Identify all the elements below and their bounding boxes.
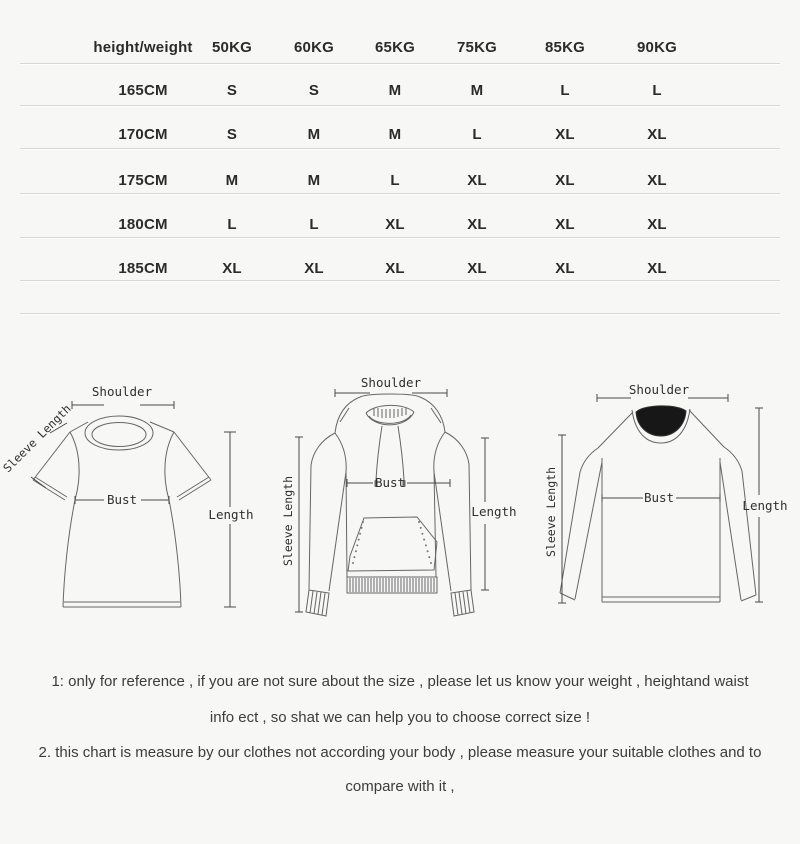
bust-label: Bust <box>374 475 406 490</box>
sleeve-length-label: Sleeve Length <box>544 466 558 557</box>
shoulder-label: Shoulder <box>360 375 422 390</box>
table-cell: L <box>472 126 482 143</box>
note-line-3: 2. this chart is measure by our clothes not according your body , please measure your suitable clothes and to <box>38 744 762 761</box>
table-cell: XL <box>555 260 575 277</box>
table-header-85kg: 85KG <box>545 39 585 56</box>
table-cell: L <box>560 82 570 99</box>
table-cell: XL <box>222 260 242 277</box>
hoodie-pocket-stitching <box>352 521 432 564</box>
table-cell: XL <box>555 172 575 189</box>
table-cell: XL <box>467 172 487 189</box>
shoulder-label: Shoulder <box>628 382 690 397</box>
tshirt-collar-inner <box>92 423 146 447</box>
tshirt-right-sleeve <box>165 432 211 500</box>
longsleeve-measurement-diagram <box>532 350 800 650</box>
bust-label: Bust <box>106 492 138 507</box>
table-header-60kg: 60KG <box>294 39 334 56</box>
table-cell: L <box>652 82 662 99</box>
table-cell: XL <box>647 260 667 277</box>
table-cell: XL <box>647 126 667 143</box>
table-header-65kg: 65KG <box>375 39 415 56</box>
table-divider <box>20 63 780 64</box>
table-header-90kg: 90KG <box>637 39 677 56</box>
table-cell: XL <box>555 216 575 233</box>
longsleeve-body <box>602 458 720 602</box>
row-label-175cm: 175CM <box>118 172 168 189</box>
longsleeve-right-sleeve <box>720 447 756 601</box>
bust-label: Bust <box>643 490 675 505</box>
table-cell: M <box>388 82 402 99</box>
row-label-165cm: 165CM <box>118 82 168 99</box>
sleeve-length-measure-line <box>558 435 566 603</box>
table-cell: XL <box>467 216 487 233</box>
sleeve-length-label: Sleeve Length <box>281 475 295 566</box>
note-line-2: info ect , so shat we can help you to choose correct size ! <box>209 709 591 726</box>
note-line-4: compare with it , <box>345 778 455 795</box>
hoodie-left-sleeve <box>309 433 347 591</box>
table-cell: XL <box>304 260 324 277</box>
table-cell: S <box>226 82 238 99</box>
table-cell: XL <box>385 216 405 233</box>
note-line-1: 1: only for reference , if you are not sure about the size , please let us know your weight , heightand waist <box>51 673 749 690</box>
tshirt-collar-outer <box>85 416 153 450</box>
table-cell: S <box>226 126 238 143</box>
table-cell: M <box>225 172 239 189</box>
table-divider <box>20 313 780 314</box>
table-divider <box>20 105 780 106</box>
table-header-75kg: 75KG <box>457 39 497 56</box>
shoulder-label: Shoulder <box>91 384 153 399</box>
hoodie-left-cuff <box>306 590 329 616</box>
table-cell: XL <box>555 126 575 143</box>
table-cell: M <box>307 126 321 143</box>
hoodie-right-sleeve <box>434 432 471 591</box>
table-header-height-weight: height/weight <box>93 39 193 56</box>
row-label-185cm: 185CM <box>118 260 168 277</box>
table-cell: M <box>307 172 321 189</box>
table-cell: XL <box>647 172 667 189</box>
table-cell: XL <box>385 260 405 277</box>
shoulder-measure-line <box>335 389 447 397</box>
table-cell: XL <box>467 260 487 277</box>
tshirt-body <box>63 500 181 607</box>
table-header-50kg: 50KG <box>212 39 252 56</box>
table-cell: S <box>308 82 320 99</box>
hoodie-hem-ribbing <box>350 578 434 592</box>
table-cell: M <box>388 126 402 143</box>
table-cell: M <box>470 82 484 99</box>
longsleeve-left-sleeve <box>560 448 602 600</box>
sleeve-length-label: Sleeve Length <box>0 401 74 476</box>
hoodie-right-cuff <box>451 590 474 616</box>
table-divider <box>20 237 780 238</box>
row-label-170cm: 170CM <box>118 126 168 143</box>
sleeve-length-measure-line <box>295 437 303 612</box>
table-cell: XL <box>647 216 667 233</box>
hoodie-pocket <box>348 517 437 571</box>
table-divider <box>20 280 780 281</box>
tshirt-measurement-diagram <box>0 350 266 650</box>
length-label: Length <box>208 507 254 522</box>
table-divider <box>20 148 780 149</box>
table-cell: L <box>227 216 237 233</box>
longsleeve-collar-opening <box>636 406 686 436</box>
shoulder-measure-line <box>72 401 174 409</box>
table-cell: L <box>390 172 400 189</box>
hoodie-measurement-diagram <box>266 350 532 650</box>
length-label: Length <box>471 504 517 519</box>
table-divider <box>20 193 780 194</box>
row-label-180cm: 180CM <box>118 216 168 233</box>
hoodie-hood-interior-hatch <box>374 408 406 418</box>
table-cell: L <box>309 216 319 233</box>
hoodie-drawstrings <box>376 426 404 480</box>
length-label: Length <box>742 498 788 513</box>
